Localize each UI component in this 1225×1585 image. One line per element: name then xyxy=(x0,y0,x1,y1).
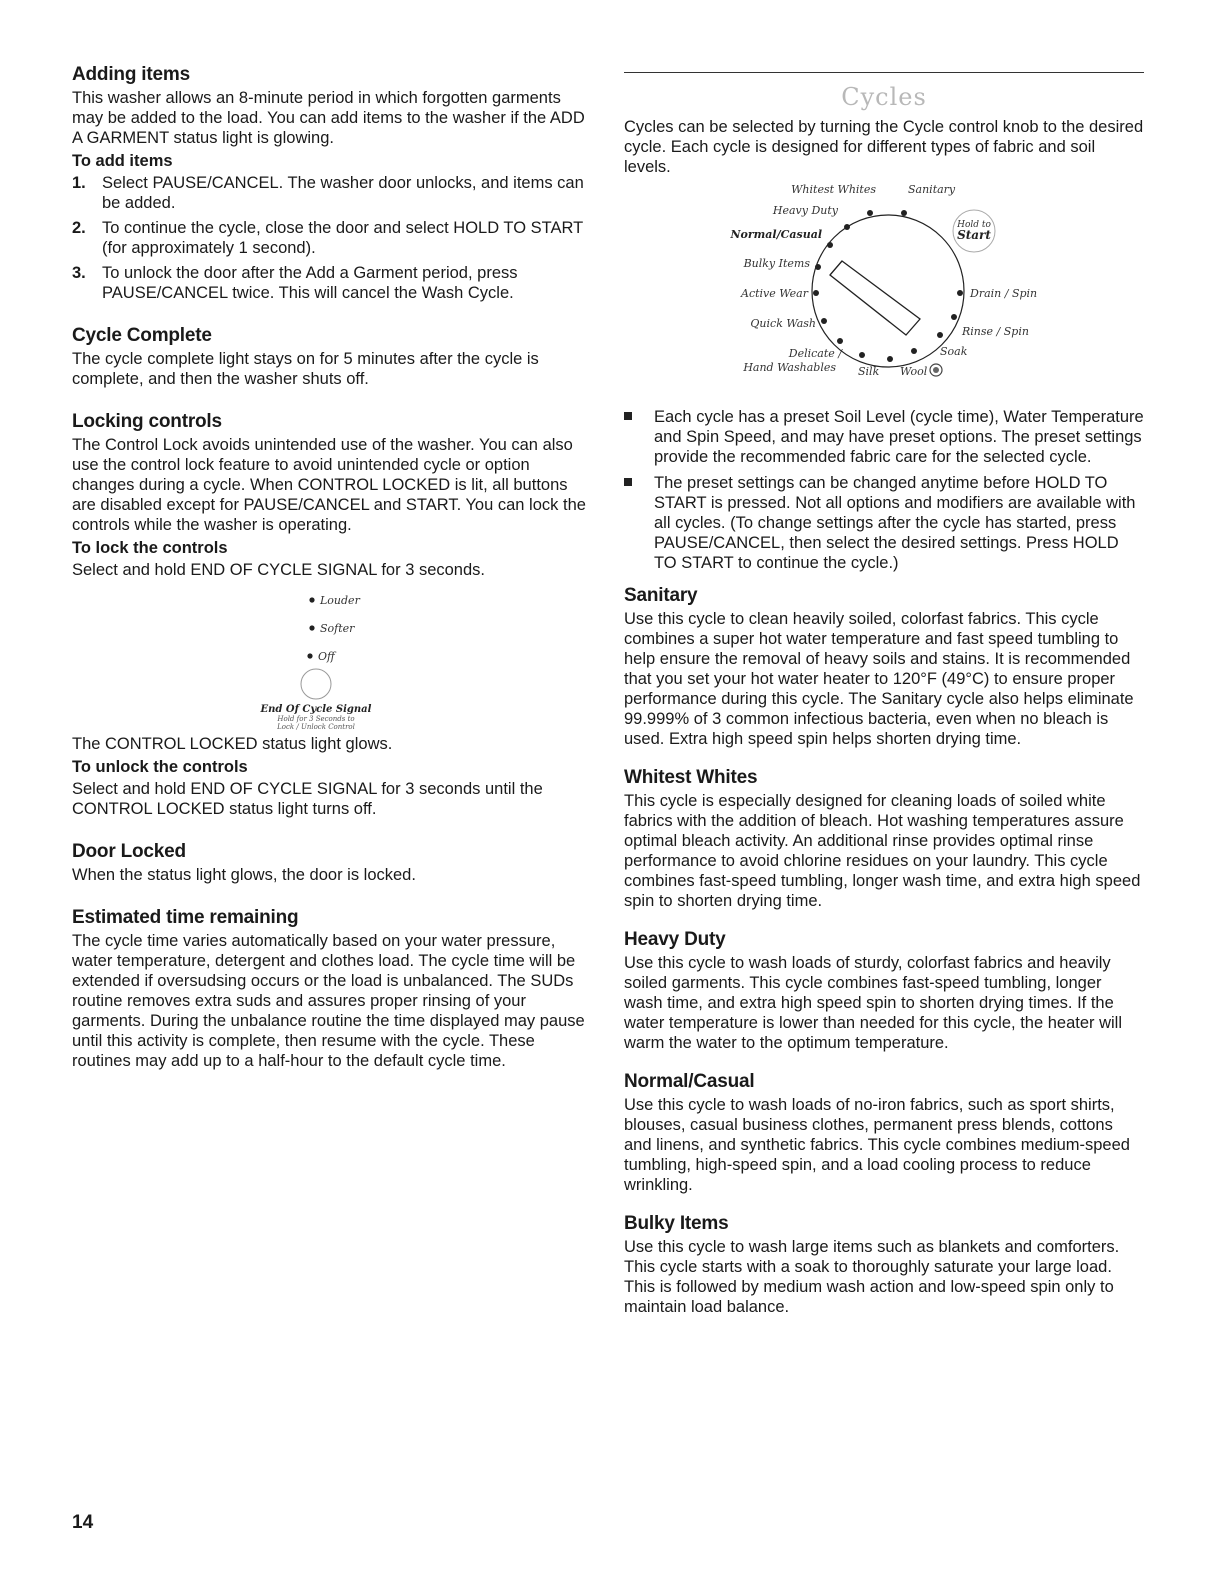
estimated-time-section xyxy=(72,907,592,1071)
dial-label-sanitary: Sanitary xyxy=(908,183,956,196)
page-number: 14 xyxy=(72,1512,94,1533)
signal-hold-line-2: Lock / Unlock Control xyxy=(277,723,355,730)
cycle-position-dots xyxy=(813,210,963,362)
whitest-whites-body: This cycle is especially designed for cleaning loads of soiled white fabrics with the addition of bleach. Hot washing temperatures assure optimal bleach activity. An additional rinse provides optimal rinse performance to avoid chlorine residues on your laundry. This cycle combines fast-speed tumbling, longer wash time, and extra high speed spin to shorten drying time. xyxy=(624,792,1141,910)
list-item xyxy=(72,173,592,213)
add-steps-list xyxy=(72,173,592,303)
dial-label-drain: Drain / Spin xyxy=(970,287,1038,300)
left-column xyxy=(72,64,592,1093)
adding-items-heading: Adding items xyxy=(72,64,190,85)
wool-icon-center xyxy=(933,367,939,373)
cycles-heading: Cycles xyxy=(841,83,927,111)
signal-hold-line-1: Hold for 3 Seconds to xyxy=(277,715,355,723)
hold-to-label: Hold to xyxy=(957,220,991,230)
sanitary-heading: Sanitary xyxy=(624,585,698,606)
to-add-items-heading: To add items xyxy=(72,152,173,170)
bulky-items-heading: Bulky Items xyxy=(624,1213,729,1234)
estimated-time-heading: Estimated time remaining xyxy=(72,907,299,928)
step-number: 3. xyxy=(72,264,86,282)
dial-label-bulky: Bulky Items xyxy=(743,257,810,270)
dial-label-wool: Wool xyxy=(900,365,928,378)
dial-label-whitest: Whitest Whites xyxy=(791,183,876,196)
step-text: Select PAUSE/CANCEL. The washer door unlocks, and items can be added. xyxy=(102,174,584,212)
dial-label-delicate: Delicate / xyxy=(788,347,842,360)
louder-label: Louder xyxy=(320,594,360,607)
signal-button-icon[interactable] xyxy=(301,669,331,699)
list-item xyxy=(72,263,592,303)
locking-controls-section xyxy=(72,411,592,819)
normal-casual-body: Use this cycle to wash loads of no-iron fabrics, such as sport shirts, blouses, casual business clothes, permanent press blends, cottons and linens, and synthetic fabrics. This cycle combines medium-speed tumbling, high-speed spin, and a load cooling process to reduce wrinkling. xyxy=(624,1096,1130,1194)
sanitary-section xyxy=(624,585,1144,749)
cycle-complete-heading: Cycle Complete xyxy=(72,325,212,346)
off-label: Off xyxy=(318,650,335,663)
indicator-dot xyxy=(307,653,312,658)
softer-label: Softer xyxy=(320,622,355,635)
step-number: 2. xyxy=(72,219,86,237)
bullet-text: Each cycle has a preset Soil Level (cycle time), Water Temperature and Spin Speed, and may have preset options. The preset settings provide the recommended fabric care for the selected cycle. xyxy=(654,408,1144,466)
cycle-notes-list xyxy=(624,407,1144,573)
whitest-whites-heading: Whitest Whites xyxy=(624,767,758,788)
heavy-duty-section xyxy=(624,929,1144,1053)
step-text: To unlock the door after the Add a Garment period, press PAUSE/CANCEL twice. This will cancel the Wash Cycle. xyxy=(102,264,518,302)
dial-label-rinse: Rinse / Spin xyxy=(962,325,1029,338)
cycle-dial-figure xyxy=(624,183,1144,395)
normal-casual-section xyxy=(624,1071,1144,1195)
indicator-dot xyxy=(309,625,314,630)
sanitary-body: Use this cycle to clean heavily soiled, colorfast fabrics. This cycle combines a super hot water temperature and fast speed tumbling to help ensure the removal of heavy soils and stains. It is recommended that you set your hot water heater to 120°F (49°C) to ensure proper performance during this cycle. The Sanitary cycle also helps eliminate 99.999% of 3 common infectious bacteria, even when no bleach is used. Extra high speed spin helps shorten drying time. xyxy=(624,610,1134,748)
estimated-time-body: The cycle time varies automatically based on your water pressure, water temperature, detergent and clothes load. The cycle time will be extended if oversudsing occurs or the load is unbalanced. The SUDs routine removes extra suds and assures proper rinsing of your garments. During the unbalance routine the time displayed may pause until this activity is complete, then resume with the cycle. These routines may add up to a half-hour to the default cycle time. xyxy=(72,932,585,1070)
whitest-whites-section xyxy=(624,767,1144,911)
cycles-intro: Cycles can be selected by turning the Cycle control knob to the desired cycle. Each cycle is designed for different types of fabric and soil levels. xyxy=(624,118,1144,176)
cycle-complete-body: The cycle complete light stays on for 5 minutes after the cycle is complete, and then the washer shuts off. xyxy=(72,350,539,388)
bullet-square-icon xyxy=(624,478,632,486)
dial-label-heavy: Heavy Duty xyxy=(772,204,838,217)
door-locked-section xyxy=(72,841,592,885)
bullet-square-icon xyxy=(624,412,632,420)
section-divider xyxy=(624,72,1144,73)
dial-label-soak: Soak xyxy=(940,345,968,358)
adding-items-section xyxy=(72,64,592,303)
cycle-complete-section xyxy=(72,325,592,389)
indicator-dot xyxy=(309,597,314,602)
control-locked-glows-text: The CONTROL LOCKED status light glows. xyxy=(72,735,393,753)
dial-label-active: Active Wear xyxy=(741,287,808,300)
door-locked-heading: Door Locked xyxy=(72,841,186,862)
adding-items-body: This washer allows an 8-minute period in which forgotten garments may be added to the load. You can add items to the washer if the ADD A GARMENT status light is glowing. xyxy=(72,89,585,147)
step-text: To continue the cycle, close the door and select HOLD TO START (for approximately 1 second). xyxy=(102,219,583,257)
step-number: 1. xyxy=(72,174,86,192)
to-lock-body: Select and hold END OF CYCLE SIGNAL for 3 seconds. xyxy=(72,561,485,579)
to-unlock-body: Select and hold END OF CYCLE SIGNAL for 3 seconds until the CONTROL LOCKED status light turns off. xyxy=(72,780,543,818)
dial-label-quick: Quick Wash xyxy=(750,317,816,330)
locking-controls-heading: Locking controls xyxy=(72,411,222,432)
list-item xyxy=(72,218,592,258)
right-column xyxy=(624,64,1144,1339)
dial-label-hand: Hand Washables xyxy=(743,361,836,374)
list-item xyxy=(624,473,1144,573)
heavy-duty-body: Use this cycle to wash loads of sturdy, colorfast fabrics and heavily soiled garments. This cycle combines fast-speed tumbling, longer wash time, and extra high speed spin to shorten drying times. If the water temperature is lower than needed for this cycle, the heater will warm the water to the optimum temperature. xyxy=(624,954,1122,1052)
list-item xyxy=(624,407,1144,467)
bulky-items-section xyxy=(624,1213,1144,1317)
cycle-knob-pointer-icon[interactable] xyxy=(830,261,920,335)
bullet-text: The preset settings can be changed anytime before HOLD TO START is pressed. Not all options and modifiers are available with all cycles. (To change settings after the cycle has started, press PAUSE/CANCEL, then select the desired settings. Press HOLD TO START to continue the cycle.) xyxy=(654,474,1136,572)
heavy-duty-heading: Heavy Duty xyxy=(624,929,726,950)
door-locked-body: When the status light glows, the door is locked. xyxy=(72,866,416,884)
bulky-items-body: Use this cycle to wash large items such as blankets and comforters. This cycle starts with a soak to thoroughly saturate your large load. This is followed by medium wash action and low-speed spin only to maintain load balance. xyxy=(624,1238,1120,1316)
start-label: Start xyxy=(957,228,991,242)
locking-controls-body: The Control Lock avoids unintended use of the washer. You can also use the control lock feature to avoid unintended cycle or option changes during a cycle. When CONTROL LOCKED is lit, all buttons are disabled except for PAUSE/CANCEL and START. You can lock the controls while the washer is operating. xyxy=(72,436,586,534)
normal-casual-heading: Normal/Casual xyxy=(624,1071,755,1092)
dial-label-normal: Normal/Casual xyxy=(730,228,822,241)
end-of-cycle-signal-figure xyxy=(72,580,592,730)
to-lock-heading: To lock the controls xyxy=(72,539,228,557)
hold-to-start-button[interactable] xyxy=(953,210,995,252)
signal-label: End Of Cycle Signal xyxy=(260,704,372,715)
to-unlock-heading: To unlock the controls xyxy=(72,758,248,776)
dial-label-silk: Silk xyxy=(858,365,880,378)
